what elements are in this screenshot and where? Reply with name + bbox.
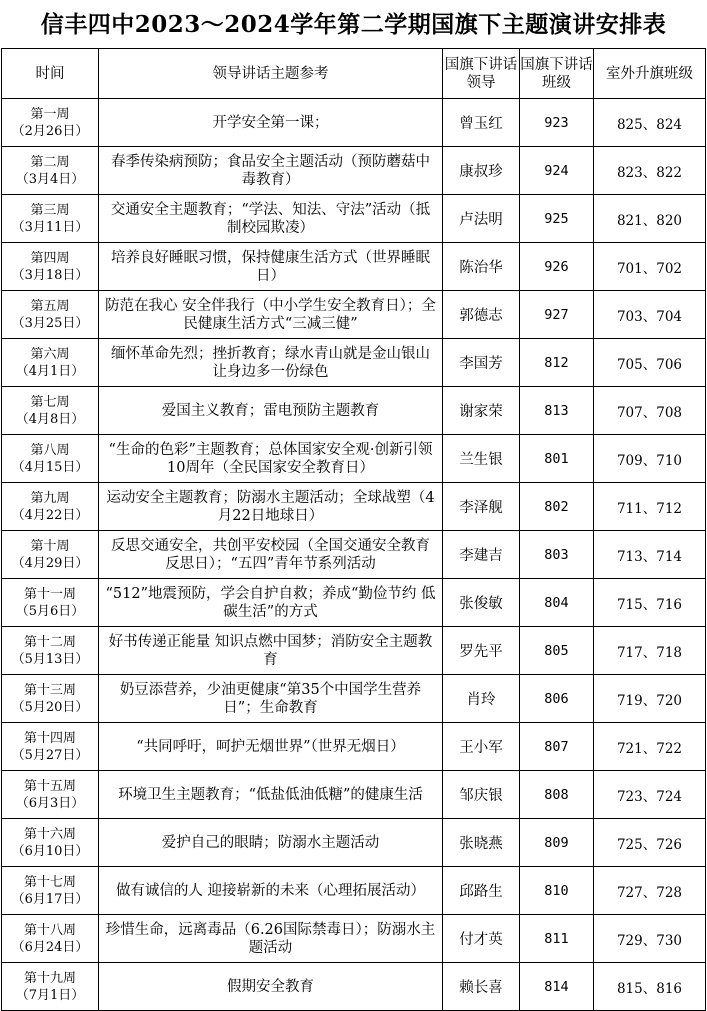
week-name: 第十四周 (23, 730, 76, 746)
topic-cell (99, 483, 443, 531)
topic-text: 反思交通安全，共创平安校园（全国交通安全教育反思日）；“五四”青年节系列活动 (111, 537, 430, 572)
topic-cell (99, 915, 443, 963)
week-date: （5月6日） (15, 603, 85, 619)
topic-cell (99, 963, 443, 1011)
leader-cell: 赖长喜 (443, 963, 520, 1011)
week-date: （3月25日） (11, 315, 89, 331)
topic-text: 培养良好睡眠习惯，保持健康生活方式（世界睡眠日） (111, 249, 430, 284)
speech-class-cell: 927 (520, 291, 594, 339)
leader-cell: 谢家荣 (443, 387, 520, 435)
topic-text: 开学安全第一课； (212, 114, 329, 131)
speech-class-cell: 802 (520, 483, 594, 531)
week-cell (2, 579, 99, 627)
table-row (2, 579, 706, 627)
topic-cell (99, 291, 443, 339)
topic-cell (99, 147, 443, 195)
table-row (2, 291, 706, 339)
topic-cell (99, 723, 443, 771)
speech-class-cell: 923 (520, 99, 594, 147)
table-row (2, 147, 706, 195)
outdoor-classes-cell: 701、702 (594, 243, 706, 291)
table-row (2, 483, 706, 531)
week-date: （5月13日） (11, 651, 89, 667)
outdoor-classes-cell: 717、718 (594, 627, 706, 675)
topic-text: “生命的色彩”主题教育；总体国家安全观·创新引领10周年（全民国家安全教育日） (108, 441, 433, 476)
table-row (2, 915, 706, 963)
week-cell (2, 723, 99, 771)
outdoor-classes-cell: 703、704 (594, 291, 706, 339)
page-title: 信丰四中2023～2024学年第二学期国旗下主题演讲安排表 (40, 11, 667, 38)
outdoor-classes-cell: 705、706 (594, 339, 706, 387)
topic-cell (99, 435, 443, 483)
table-row (2, 195, 706, 243)
topic-text: 好书传递正能量 知识点燃中国梦；消防安全主题教育 (108, 633, 433, 668)
week-date: （4月8日） (15, 411, 85, 427)
topic-cell (99, 867, 443, 915)
table-row (2, 531, 706, 579)
week-cell (2, 531, 99, 579)
week-name: 第十八周 (23, 922, 76, 938)
speech-class-cell: 809 (520, 819, 594, 867)
schedule-body (2, 99, 706, 1011)
table-row (2, 723, 706, 771)
topic-cell (99, 531, 443, 579)
header-speech-class: 国旗下讲话班级 (520, 49, 594, 99)
table-row (2, 867, 706, 915)
table-row (2, 243, 706, 291)
header-row (2, 49, 706, 99)
week-date: （5月27日） (11, 747, 89, 763)
speech-class-cell: 810 (520, 867, 594, 915)
topic-text: 做有诚信的人 迎接崭新的未来（心理拓展活动） (115, 882, 426, 899)
outdoor-classes-cell: 725、726 (594, 819, 706, 867)
week-cell (2, 963, 99, 1011)
leader-cell: 李国芳 (443, 339, 520, 387)
week-date: （4月1日） (15, 363, 85, 379)
table-row (2, 963, 706, 1011)
table-row (2, 339, 706, 387)
speech-class-cell: 924 (520, 147, 594, 195)
outdoor-classes-cell: 711、712 (594, 483, 706, 531)
topic-cell (99, 675, 443, 723)
speech-class-cell: 801 (520, 435, 594, 483)
week-date: （3月18日） (11, 267, 89, 283)
topic-cell (99, 771, 443, 819)
week-date: （3月11日） (11, 219, 89, 235)
topic-text: 缅怀革命先烈；挫折教育；绿水青山就是金山银山 让身边多一份绿色 (111, 345, 430, 380)
header-topic: 领导讲话主题参考 (99, 49, 443, 99)
outdoor-classes-cell: 715、716 (594, 579, 706, 627)
leader-cell: 邹庆银 (443, 771, 520, 819)
leader-cell: 张晓燕 (443, 819, 520, 867)
topic-text: 交通安全主题教育；“学法、知法、守法”活动（抵制校园欺凌） (110, 201, 431, 236)
week-date: （6月10日） (11, 843, 89, 859)
speech-class-cell: 806 (520, 675, 594, 723)
outdoor-classes-cell: 823、822 (594, 147, 706, 195)
outdoor-classes-cell: 709、710 (594, 435, 706, 483)
topic-cell (99, 195, 443, 243)
header-time: 时间 (2, 49, 99, 99)
outdoor-classes-cell: 723、724 (594, 771, 706, 819)
table-row (2, 771, 706, 819)
week-name: 第十一周 (23, 586, 76, 602)
speech-class-cell: 925 (520, 195, 594, 243)
week-cell (2, 819, 99, 867)
week-name: 第十三周 (23, 682, 76, 698)
week-date: （2月26日） (11, 123, 89, 139)
week-date: （6月24日） (11, 939, 89, 955)
outdoor-classes-cell: 727、728 (594, 867, 706, 915)
leader-cell: 王小军 (443, 723, 520, 771)
table-row (2, 387, 706, 435)
week-date: （3月4日） (15, 171, 85, 187)
week-name: 第八周 (30, 442, 70, 458)
outdoor-classes-cell: 821、820 (594, 195, 706, 243)
leader-cell: 罗先平 (443, 627, 520, 675)
speech-class-cell: 803 (520, 531, 594, 579)
topic-cell (99, 579, 443, 627)
week-cell (2, 195, 99, 243)
topic-text: “共同呼吁，呵护无烟世界”（世界无烟日） (136, 738, 405, 755)
week-date: （5月20日） (11, 699, 89, 715)
header-leader: 国旗下讲话领导 (443, 49, 520, 99)
outdoor-classes-cell: 707、708 (594, 387, 706, 435)
topic-text: 防范在我心 安全伴我行（中小学生安全教育日）；全民健康生活方式“三减三健” (105, 297, 436, 332)
topic-cell (99, 243, 443, 291)
schedule-table (1, 48, 706, 1011)
week-cell (2, 675, 99, 723)
leader-cell: 陈治华 (443, 243, 520, 291)
speech-class-cell: 804 (520, 579, 594, 627)
week-cell (2, 243, 99, 291)
outdoor-classes-cell: 815、816 (594, 963, 706, 1011)
speech-class-cell: 805 (520, 627, 594, 675)
week-name: 第十九周 (23, 970, 76, 986)
week-date: （4月29日） (11, 555, 89, 571)
topic-text: 春季传染病预防；食品安全主题活动（预防蘑菇中毒教育） (111, 153, 430, 188)
topic-text: 假期安全教育 (227, 978, 314, 995)
leader-cell: 曾玉红 (443, 99, 520, 147)
speech-class-cell: 926 (520, 243, 594, 291)
speech-class-cell: 812 (520, 339, 594, 387)
week-cell (2, 147, 99, 195)
week-date: （4月15日） (11, 459, 89, 475)
week-cell (2, 99, 99, 147)
leader-cell: 李建吉 (443, 531, 520, 579)
topic-text: 运动安全主题教育；防溺水主题活动；全球战塑（4月22日地球日） (106, 489, 435, 524)
speech-class-cell: 808 (520, 771, 594, 819)
week-cell (2, 915, 99, 963)
week-name: 第十二周 (23, 634, 76, 650)
topic-text: 爱国主义教育；雷电预防主题教育 (161, 402, 380, 419)
leader-cell: 李泽舰 (443, 483, 520, 531)
header-outdoor-classes: 室外升旗班级 (594, 49, 706, 99)
speech-class-cell: 807 (520, 723, 594, 771)
table-row (2, 819, 706, 867)
leader-cell: 付才英 (443, 915, 520, 963)
speech-class-cell: 813 (520, 387, 594, 435)
week-name: 第五周 (30, 298, 70, 314)
outdoor-classes-cell: 825、824 (594, 99, 706, 147)
topic-text: 奶豆添营养，少油更健康“第35个中国学生营养日”；生命教育 (119, 681, 422, 716)
speech-class-cell: 811 (520, 915, 594, 963)
outdoor-classes-cell: 713、714 (594, 531, 706, 579)
leader-cell: 郭德志 (443, 291, 520, 339)
table-row (2, 675, 706, 723)
week-name: 第四周 (30, 250, 70, 266)
leader-cell: 肖玲 (443, 675, 520, 723)
table-row (2, 99, 706, 147)
week-name: 第十六周 (23, 826, 76, 842)
week-cell (2, 339, 99, 387)
week-cell (2, 387, 99, 435)
topic-cell (99, 99, 443, 147)
week-cell (2, 867, 99, 915)
week-cell (2, 771, 99, 819)
week-date: （4月22日） (11, 507, 89, 523)
week-name: 第二周 (30, 154, 70, 170)
week-name: 第七周 (30, 394, 70, 410)
topic-text: 环境卫生主题教育；“低盐低油低糖”的健康生活 (118, 786, 423, 803)
topic-cell (99, 387, 443, 435)
leader-cell: 邱路生 (443, 867, 520, 915)
topic-text: 爱护自己的眼睛；防溺水主题活动 (161, 834, 380, 851)
week-cell (2, 291, 99, 339)
topic-cell (99, 339, 443, 387)
leader-cell: 张俊敏 (443, 579, 520, 627)
topic-cell (99, 819, 443, 867)
week-name: 第一周 (30, 106, 70, 122)
outdoor-classes-cell: 729、730 (594, 915, 706, 963)
table-row (2, 627, 706, 675)
outdoor-classes-cell: 719、720 (594, 675, 706, 723)
table-row (2, 435, 706, 483)
week-name: 第十七周 (23, 874, 76, 890)
leader-cell: 康叔珍 (443, 147, 520, 195)
week-name: 第六周 (30, 346, 70, 362)
week-name: 第十周 (30, 538, 70, 554)
topic-text: “512”地震预防，学会自护自救；养成“勤俭节约 低碳生活”的方式 (105, 585, 436, 620)
speech-class-cell: 814 (520, 963, 594, 1011)
leader-cell: 兰生银 (443, 435, 520, 483)
week-cell (2, 435, 99, 483)
topic-text: 珍惜生命，远离毒品（6.26国际禁毒日）；防溺水主题活动 (105, 921, 436, 956)
leader-cell: 卢法明 (443, 195, 520, 243)
week-name: 第三周 (30, 202, 70, 218)
week-cell (2, 627, 99, 675)
topic-cell (99, 627, 443, 675)
week-date: （7月1日） (15, 987, 85, 1003)
week-date: （6月17日） (11, 891, 89, 907)
week-cell (2, 483, 99, 531)
week-name: 第十五周 (23, 778, 76, 794)
outdoor-classes-cell: 721、722 (594, 723, 706, 771)
week-name: 第九周 (30, 490, 70, 506)
week-date: （6月3日） (15, 795, 85, 811)
